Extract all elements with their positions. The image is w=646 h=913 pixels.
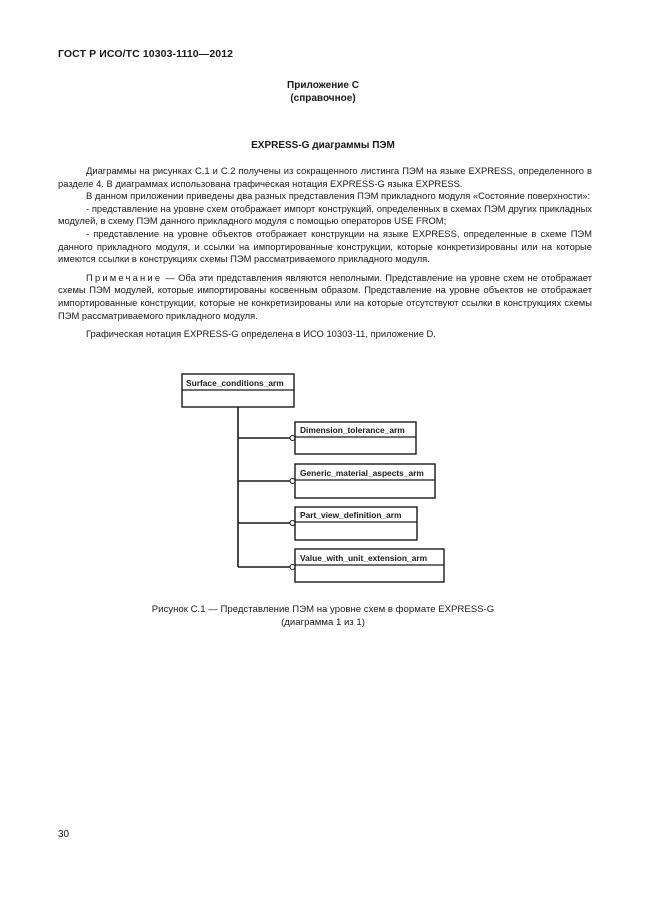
figure-caption-subtitle: (диаграмма 1 из 1) [281,617,365,628]
note-label: Примечание [86,271,163,283]
main-schema-label: Surface_conditions_arm [186,378,284,388]
document-header: ГОСТ Р ИСО/ТС 10303-1110—2012 [58,48,234,60]
figure-caption: Рисунок С.1 — Представление ПЭМ на уровне схем в формате EXPRESS-G [151,604,495,615]
used-circle-4 [290,565,295,570]
used-circle-3 [290,521,295,526]
page-number: 30 [58,829,70,840]
note-text: — Оба эти представления являются неполными. Представление на уровне схем не отображает схемы ПЭМ модулей, которые импортированы косвенным образом. Представление на уровне объектов не отображает импортированные конструкции, которые не конкретизированы или на которые отсутствуют ссылки в конструкциях схемы ПЭМ рассматриваемого прикладного модуля. [58,271,592,321]
paragraph-5: Графическая нотация EXPRESS-G определена в ИСО 10303-11, приложение D. [86,328,436,340]
used-schema-label-2: Generic_material_aspects_arm [300,468,424,478]
used-schema-label-4: Value_with_unit_extension_arm [300,553,428,563]
used-circle-2 [290,479,295,484]
section-title: EXPRESS-G диаграммы ПЭМ [251,140,395,151]
paragraph-4: - представление на уровне объектов отображает конструкции на языке EXPRESS, определенные в схеме ПЭМ данного прикладного модуля, и ссылки на импортированные конструкции, которые конкретизированы или на которые имеются ссылки в конструкциях схемы ПЭМ рассматриваемого прикладного модуля. [58,227,592,265]
paragraph-1: Диаграммы на рисунках С.1 и С.2 получены из сокращенного листинга ПЭМ на языке EXPRESS, определенного в разделе 4. В диаграммах использована графическая нотация EXPRESS-G языка EXPRESS. [58,165,592,189]
paragraph-2: В данном приложении приведены два разных представления ПЭМ прикладного модуля «Состояние поверхности»: [86,190,591,202]
used-schema-label-3: Part_view_definition_arm [300,510,402,520]
paragraph-3: - представление на уровне схем отображает импорт конструкций, определенных в схемах ПЭМ других прикладных модулей, в схему ПЭМ данного прикладного модуля с помощью операторов USE FROM; [58,202,592,227]
used-schema-label-1: Dimension_tolerance_arm [300,425,405,435]
appendix-label: Приложение С [287,80,359,91]
used-circle-1 [290,436,295,441]
appendix-type: (справочное) [290,93,356,104]
